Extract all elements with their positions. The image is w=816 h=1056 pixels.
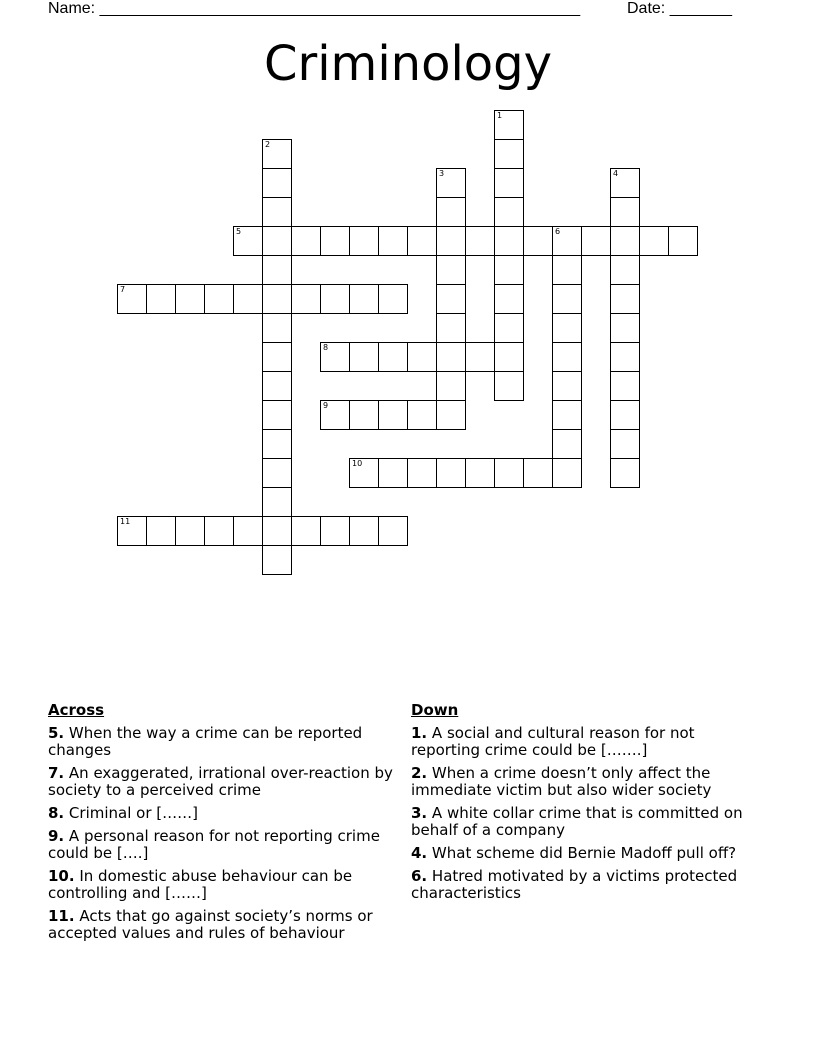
crossword-cell[interactable] [581,226,611,256]
across-heading: Across [48,701,105,719]
crossword-cell[interactable] [407,458,437,488]
clue-number: 10. [48,867,75,885]
date-field[interactable]: Date: _______ [627,0,732,17]
clue-across-9 [48,828,393,862]
clue-down-2 [411,765,761,799]
clue-text: Hatred motivated by a victims protected characteristics [411,867,738,902]
crossword-cell[interactable] [262,400,292,430]
cell-number: 1 [497,111,503,120]
crossword-cell[interactable] [291,284,321,314]
crossword-cell[interactable] [494,255,524,285]
crossword-cell[interactable] [146,516,176,546]
crossword-cell[interactable] [639,226,669,256]
crossword-cell[interactable] [494,139,524,169]
crossword-cell[interactable] [610,313,640,343]
crossword-cell[interactable] [436,226,466,256]
cell-number: 11 [120,517,131,526]
crossword-cell[interactable] [262,429,292,459]
crossword-cell[interactable] [262,139,292,169]
down-clues [411,702,761,908]
crossword-cell[interactable] [262,342,292,372]
crossword-cell[interactable] [465,342,495,372]
clue-number: 1. [411,724,428,742]
crossword-cell[interactable] [146,284,176,314]
crossword-cell[interactable] [436,342,466,372]
clue-text: When the way a crime can be reported changes [48,724,363,759]
cell-number: 8 [323,343,329,352]
clue-text: What scheme did Bernie Madoff pull off? [431,844,737,862]
crossword-cell[interactable] [436,313,466,343]
crossword-cell[interactable] [610,255,640,285]
down-heading: Down [411,701,459,719]
clue-number: 6. [411,867,428,885]
crossword-cell[interactable] [349,458,379,488]
clue-down-4 [411,845,761,862]
crossword-cell[interactable] [262,516,292,546]
clue-text: A white collar crime that is committed on behalf of a company [411,804,743,839]
crossword-cell[interactable] [552,284,582,314]
crossword-cell[interactable] [494,226,524,256]
crossword-cell[interactable] [320,284,350,314]
crossword-cell[interactable] [233,226,263,256]
crossword-cell[interactable] [552,429,582,459]
cell-number: 9 [323,401,329,410]
crossword-cell[interactable] [610,168,640,198]
cell-number: 5 [236,227,242,236]
clue-number: 11. [48,907,75,925]
clue-number: 2. [411,764,428,782]
clue-text: In domestic abuse behaviour can be controlling and [……] [48,867,353,902]
crossword-cell[interactable] [494,371,524,401]
crossword-cell[interactable] [262,226,292,256]
crossword-cell[interactable] [668,226,698,256]
crossword-cell[interactable] [407,226,437,256]
crossword-cell[interactable] [175,284,205,314]
crossword-cell[interactable] [349,226,379,256]
crossword-cell[interactable] [494,284,524,314]
crossword-cell[interactable] [610,226,640,256]
crossword-cell[interactable] [262,255,292,285]
crossword-cell[interactable] [610,197,640,227]
crossword-cell[interactable] [494,168,524,198]
clue-down-1 [411,725,761,759]
crossword-cell[interactable] [204,516,234,546]
crossword-cell[interactable] [436,255,466,285]
crossword-cell[interactable] [465,226,495,256]
crossword-cell[interactable] [552,400,582,430]
crossword-cell[interactable] [378,516,408,546]
crossword-cell[interactable] [494,313,524,343]
clue-across-8 [48,805,393,822]
crossword-cell[interactable] [494,110,524,140]
crossword-cell[interactable] [552,313,582,343]
crossword-cell[interactable] [233,516,263,546]
crossword-cell[interactable] [175,516,205,546]
crossword-cell[interactable] [262,371,292,401]
crossword-cell[interactable] [320,516,350,546]
crossword-cell[interactable] [407,400,437,430]
clue-across-7 [48,765,393,799]
crossword-cell[interactable] [378,458,408,488]
crossword-cell[interactable] [349,400,379,430]
clue-number: 8. [48,804,65,822]
crossword-cell[interactable] [494,197,524,227]
crossword-cell[interactable] [610,458,640,488]
clue-number: 9. [48,827,65,845]
crossword-cell[interactable] [262,487,292,517]
crossword-cell[interactable] [320,400,350,430]
clue-text: An exaggerated, irrational over-reaction by society to a perceived crime [48,764,393,799]
crossword-cell[interactable] [320,342,350,372]
clue-down-3 [411,805,761,839]
crossword-cell[interactable] [552,458,582,488]
cell-number: 4 [613,169,619,178]
cell-number: 10 [352,459,363,468]
crossword-cell[interactable] [436,168,466,198]
crossword-cell[interactable] [436,371,466,401]
crossword-cell[interactable] [117,516,147,546]
crossword-cell[interactable] [349,342,379,372]
clue-text: Acts that go against society’s norms or accepted values and rules of behaviour [48,907,373,942]
cell-number: 6 [555,227,561,236]
crossword-cell[interactable] [291,516,321,546]
crossword-cell[interactable] [610,342,640,372]
clue-across-10 [48,868,393,902]
clue-text: A personal reason for not reporting crime could be [….] [48,827,380,862]
crossword-cell[interactable] [436,400,466,430]
crossword-cell[interactable] [378,226,408,256]
clue-down-6 [411,868,761,902]
clue-text: When a crime doesn’t only affect the immediate victim but also wider society [411,764,712,799]
crossword-cell[interactable] [436,197,466,227]
crossword-cell[interactable] [378,400,408,430]
crossword-cell[interactable] [349,284,379,314]
crossword-cell[interactable] [262,168,292,198]
crossword-cell[interactable] [262,313,292,343]
clue-number: 7. [48,764,65,782]
crossword-cell[interactable] [552,371,582,401]
crossword-cell[interactable] [552,226,582,256]
crossword-cell[interactable] [610,371,640,401]
clue-text: Criminal or [……] [68,804,198,822]
name-field[interactable]: Name: ______________________________________________________ [48,0,581,17]
crossword-cell[interactable] [494,342,524,372]
clue-number: 4. [411,844,428,862]
clue-number: 3. [411,804,428,822]
crossword-cell[interactable] [523,226,553,256]
cell-number: 3 [439,169,445,178]
crossword-cell[interactable] [262,284,292,314]
crossword-cell[interactable] [610,284,640,314]
crossword-cell[interactable] [465,458,495,488]
crossword-cell[interactable] [262,545,292,575]
crossword-cell[interactable] [407,342,437,372]
crossword-cell[interactable] [552,255,582,285]
crossword-cell[interactable] [291,226,321,256]
page-title: Criminology [263,36,553,92]
crossword-cell[interactable] [262,458,292,488]
crossword-cell[interactable] [436,458,466,488]
across-clues [48,702,393,948]
crossword-cell[interactable] [204,284,234,314]
crossword-cell[interactable] [378,342,408,372]
cell-number: 2 [265,140,271,149]
crossword-cell[interactable] [262,197,292,227]
crossword-cell[interactable] [233,284,263,314]
crossword-cell[interactable] [349,516,379,546]
crossword-cell[interactable] [320,226,350,256]
crossword-cell[interactable] [378,284,408,314]
crossword-cell[interactable] [494,458,524,488]
clue-across-11 [48,908,393,942]
clue-across-5 [48,725,393,759]
crossword-cell[interactable] [436,284,466,314]
crossword-cell[interactable] [610,429,640,459]
crossword-cell[interactable] [117,284,147,314]
cell-number: 7 [120,285,126,294]
clue-number: 5. [48,724,65,742]
crossword-cell[interactable] [610,400,640,430]
crossword-cell[interactable] [523,458,553,488]
crossword-cell[interactable] [552,342,582,372]
clue-text: A social and cultural reason for not reporting crime could be […….] [411,724,695,759]
